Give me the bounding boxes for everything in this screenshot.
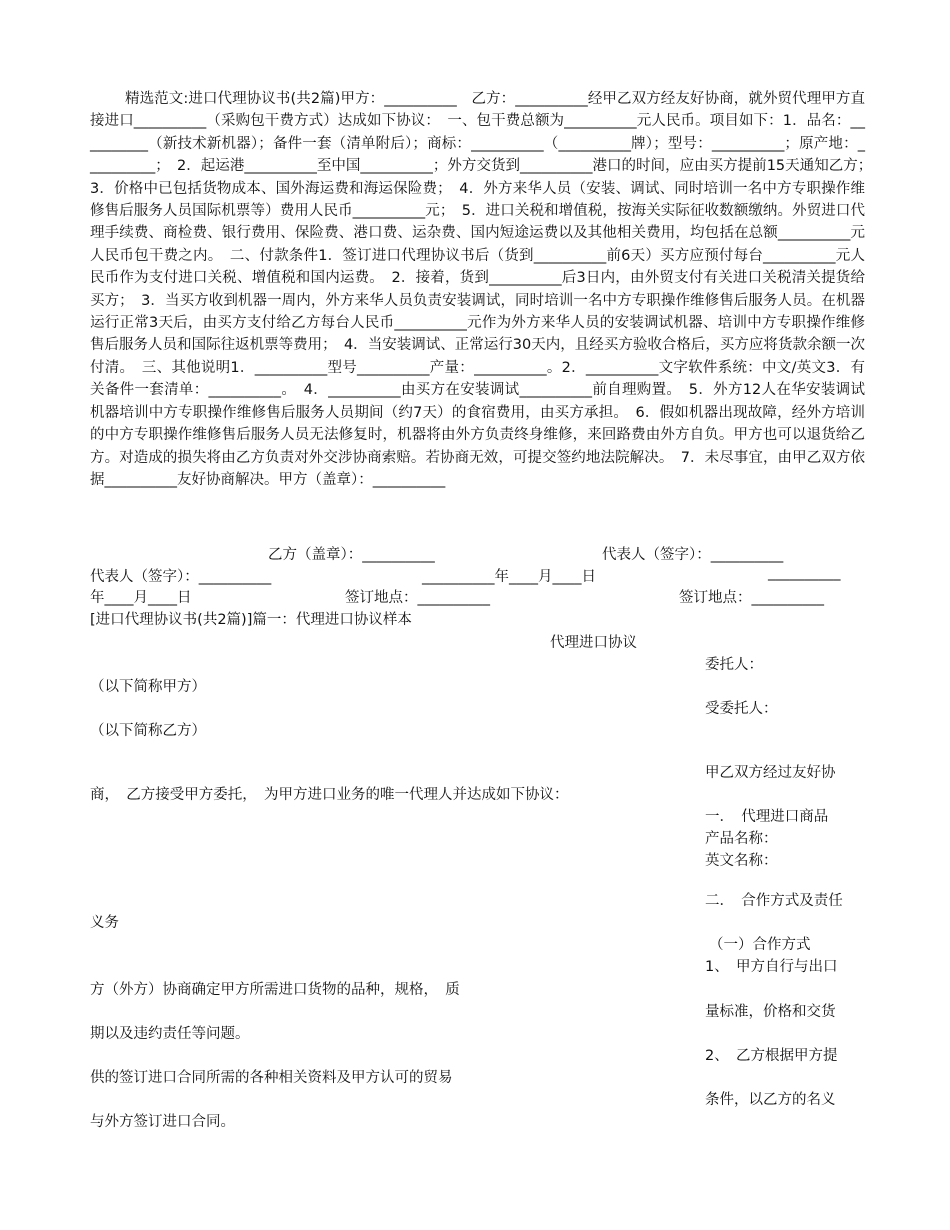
contract-body-paragraph: 精选范文:进口代理协议书(共2篇)甲方：__________ 乙方：__________经甲乙双方经友好协商，就外贸代理甲方直接进口__________（采购包干费方式）达成如下协议： 一、包干费总额为__________元人民币。项目如下：1．品名：__________（新技术新机器）；备件一套（清单附后）；商标：__________（__________牌）；型号：__________；原产地：__________； 2．起运港__________至中国__________；外方交货到__________港口的时间，应由买方提前15天通知乙方； 3．价格中已包括货物成本、国外海运费和海运保险费； 4．外方来华人员（安装、调试、同时培训一名中方专职操作维修售后服务人员国际机票等）费用人民币__________元； 5．进口关税和增值税，按海关实际征收数额缴纳。外贸进口代理手续费、商检费、银行费用、保险费、港口费、运杂费、国内短途运费以及其他相关费用，均包括在总额__________元人民币包干费之内。 二、付款条件1．签订进口代理协议书后（货到__________前6天）买方应预付每台__________元人民币作为支付进口关税、增值税和国内运费。 2．接着，货到__________后3日内，由外贸支付有关进口关税清关提货给买方； 3．当买方收到机器一周内，外方来华人员负责安装调试，同时培训一名中方专职操作维修售后服务人员。在机器运行正常3天后，由买方支付给乙方每台人民币__________元作为外方来华人员的安装调试机器、培训中方专职操作维修售后服务人员和国际往返机票等费用； 4．当安装调试、正常运行30天内，且经买方验收合格后，买方应将货款余额一次付清。 三、其他说明1．__________型号__________产量：__________。2．__________文字软件系统：中文/英文3．有关备件一套清单：__________。 4．__________由买方在安装调试__________前自理购置。 5．外方12人在华安装调试机器培训中方专职操作维修售后服务人员期间（约7天）的食宿费用，由买方承担。 6．假如机器出现故障，经外方培训的中方专职操作维修售后服务人员无法修复时，机器将由外方负责终身维修，来回路费由外方自负。甲方也可以退货给乙方。对造成的损失将由乙方负责对外交涉协商索赔。若协商无效，可提交签约地法院解决。 7．未尽事宜，由甲乙双方依据__________友好协商解决。甲方（盖章）：__________ xyxy=(90,91,880,488)
item-2-text-right: 条件，以乙方的名义 xyxy=(705,1092,836,1108)
representative-signature-left: 代表人（签字）：__________ xyxy=(90,569,272,585)
item-2-text-end: 与外方签订进口合同。 xyxy=(90,1114,235,1130)
principal-label: 委托人： xyxy=(705,657,763,673)
clause-2-heading: 二． 合作方式及责任 xyxy=(705,893,843,909)
sign-date-mid: __________年____月____日 xyxy=(422,569,596,585)
consult-left: 商， 乙方接受甲方委托， 为甲方进口业务的唯一代理人并达成如下协议： xyxy=(90,787,569,803)
product-name-en: 英文名称： xyxy=(705,853,778,869)
sign-date-left: 年____月____日 xyxy=(90,590,192,606)
clause-2-heading-cont: 义务 xyxy=(90,915,119,931)
item-1-text: 方（外方）协商确定甲方所需进口货物的品种，规格， 质 xyxy=(90,982,460,998)
sign-place-mid: 签订地点：__________ xyxy=(345,590,490,606)
product-name-cn: 产品名称： xyxy=(705,831,778,847)
item-1-text-end: 期以及违约责任等问题。 xyxy=(90,1026,250,1042)
blank-right: __________ xyxy=(768,565,841,581)
item-1-start: 1、 甲方自行与出口 xyxy=(705,959,838,975)
principal-note: （以下简称甲方） xyxy=(90,679,206,695)
consult-right: 甲乙双方经过友好协 xyxy=(705,765,836,781)
agent-note: （以下简称乙方） xyxy=(90,723,206,739)
party-b-seal: 乙方（盖章）：__________ xyxy=(268,547,435,563)
representative-signature-right: 代表人（签字）：__________ xyxy=(602,547,784,563)
sign-place-right: 签订地点：__________ xyxy=(679,590,824,606)
subsection-heading: （一）合作方式 xyxy=(709,937,811,953)
agent-label: 受委托人： xyxy=(705,701,778,717)
item-1-text-right: 量标准，价格和交货 xyxy=(705,1004,836,1020)
item-2-text: 供的签订进口合同所需的各种相关资料及甲方认可的贸易 xyxy=(90,1070,453,1086)
section-heading: [进口代理协议书(共2篇)]篇一：代理进口协议样本 xyxy=(90,612,412,628)
clause-1-heading: 一． 代理进口商品 xyxy=(705,809,829,825)
document-title: 代理进口协议 xyxy=(550,635,637,651)
item-2-start: 2、 乙方根据甲方提 xyxy=(705,1048,838,1064)
